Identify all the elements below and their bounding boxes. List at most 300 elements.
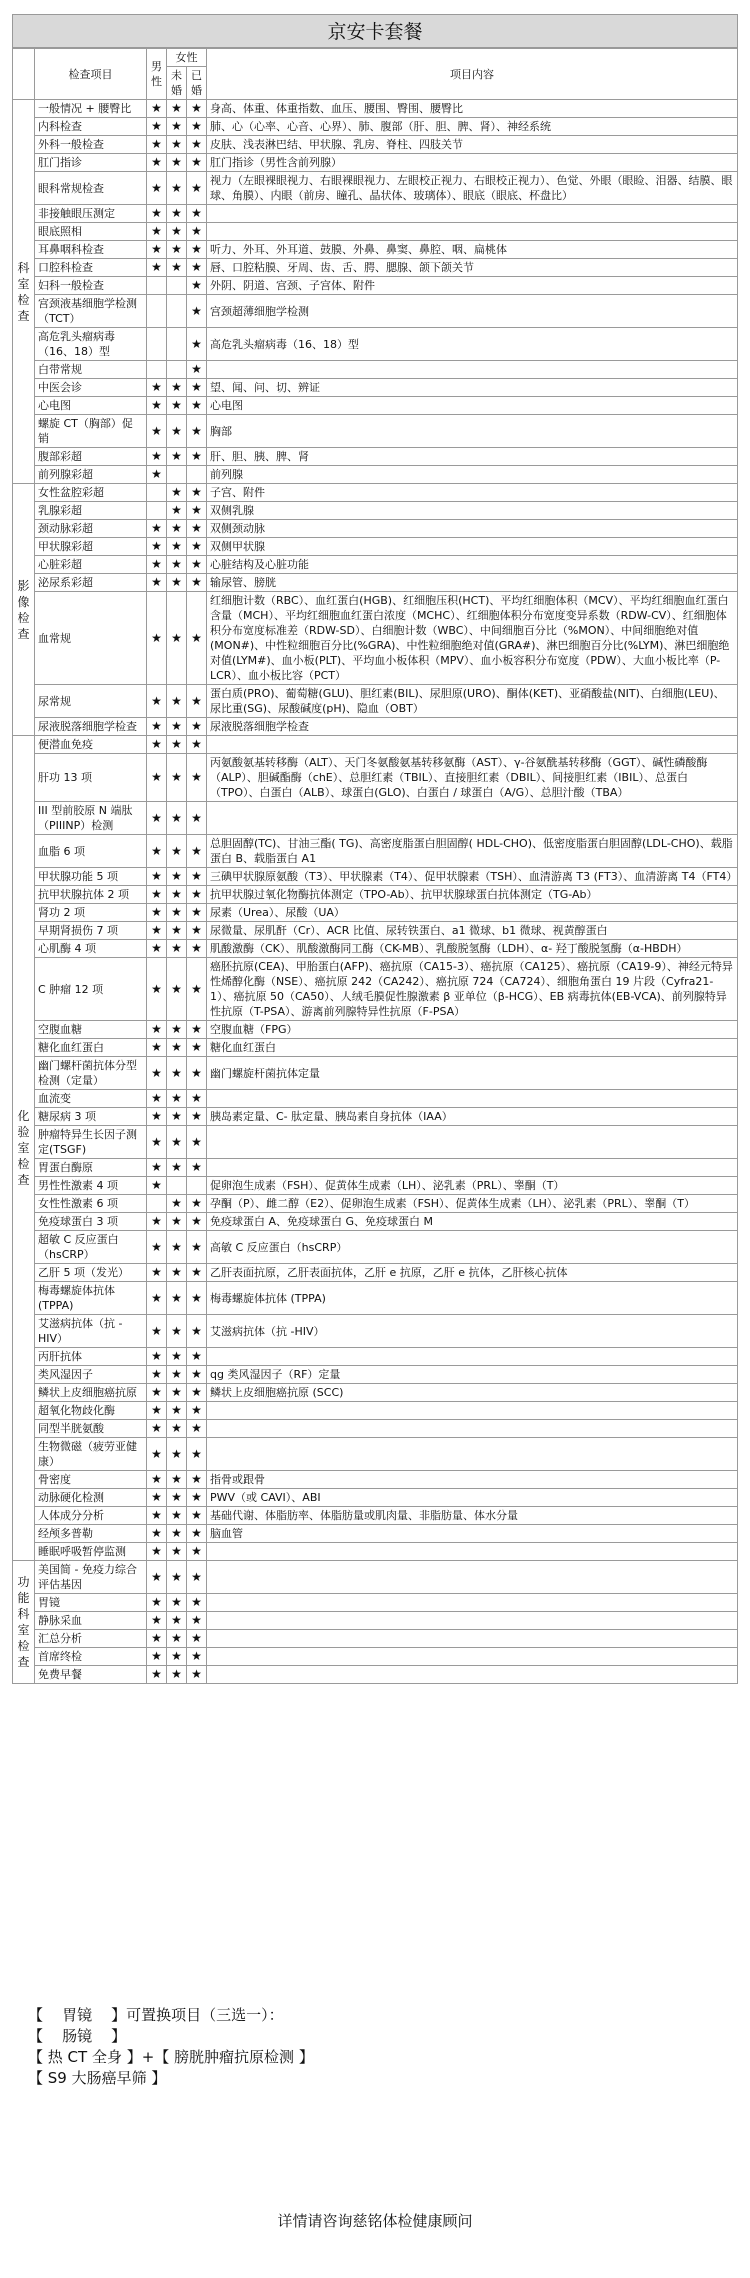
- star-icon: ★: [167, 502, 187, 520]
- table-row: [13, 886, 738, 904]
- star-icon: ★: [167, 574, 187, 592]
- star-icon: ★: [187, 172, 207, 205]
- star-icon: ★: [187, 685, 207, 718]
- item-content: [207, 1666, 738, 1684]
- item-content: 心脏结构及心脏功能: [207, 556, 738, 574]
- star-icon: ★: [187, 118, 207, 136]
- item-name: C 肿瘤 12 项: [35, 958, 147, 1021]
- item-name: 尿常规: [35, 685, 147, 718]
- item-name: 超敏 C 反应蛋白（hsCRP）: [35, 1231, 147, 1264]
- item-name: 外科一般检查: [35, 136, 147, 154]
- star-icon: ★: [147, 685, 167, 718]
- star-icon: ★: [187, 1348, 207, 1366]
- star-icon: ★: [187, 328, 207, 361]
- table-row: [13, 277, 738, 295]
- item-content: 听力、外耳、外耳道、鼓膜、外鼻、鼻窦、鼻腔、咽、扁桃体: [207, 241, 738, 259]
- star-icon: ★: [147, 397, 167, 415]
- item-name: 女性性激素 6 项: [35, 1195, 147, 1213]
- star-icon: ★: [187, 1213, 207, 1231]
- star-icon: ★: [187, 802, 207, 835]
- item-content: 视力（左眼裸眼视力、右眼裸眼视力、左眼校正视力、右眼校正视力）、色觉、外眼（眼睑、泪器、结膜、眼球、角膜）、内眼（前房、瞳孔、晶状体、玻璃体）、眼底（眼底、杯盘比）: [207, 172, 738, 205]
- star-icon: ★: [147, 448, 167, 466]
- item-content: 身高、体重、体重指数、血压、腰围、臀围、腰臀比: [207, 100, 738, 118]
- star-icon: [147, 295, 167, 328]
- table-row: [13, 415, 738, 448]
- star-icon: ★: [187, 1126, 207, 1159]
- star-icon: ★: [167, 592, 187, 685]
- table-row: [13, 259, 738, 277]
- married-header: 已婚: [187, 67, 207, 100]
- star-icon: ★: [187, 1402, 207, 1420]
- star-icon: ★: [167, 1213, 187, 1231]
- item-content: 望、闻、问、切、辨证: [207, 379, 738, 397]
- star-icon: ★: [167, 1021, 187, 1039]
- note-line: 【 肠镜 】: [28, 2027, 127, 2045]
- star-icon: ★: [167, 835, 187, 868]
- star-icon: ★: [147, 922, 167, 940]
- star-icon: ★: [187, 592, 207, 685]
- star-icon: [147, 1195, 167, 1213]
- item-content: 鳞状上皮细胞癌抗原 (SCC): [207, 1384, 738, 1402]
- star-icon: ★: [147, 1090, 167, 1108]
- table-row: [13, 1021, 738, 1039]
- star-icon: ★: [187, 922, 207, 940]
- item-content: 尿液脱落细胞学检查: [207, 718, 738, 736]
- star-icon: ★: [187, 1039, 207, 1057]
- item-content: [207, 205, 738, 223]
- star-icon: ★: [167, 904, 187, 922]
- star-icon: ★: [167, 958, 187, 1021]
- item-name: 艾滋病抗体（抗 -HIV）: [35, 1315, 147, 1348]
- star-icon: ★: [147, 940, 167, 958]
- item-content: [207, 361, 738, 379]
- table-row: [13, 1039, 738, 1057]
- star-icon: ★: [187, 958, 207, 1021]
- star-icon: ★: [187, 379, 207, 397]
- item-name: 经颅多普勒: [35, 1525, 147, 1543]
- table-row: [13, 205, 738, 223]
- star-icon: ★: [147, 415, 167, 448]
- table-row: [13, 1648, 738, 1666]
- star-icon: ★: [167, 556, 187, 574]
- item-name: 骨密度: [35, 1471, 147, 1489]
- star-icon: ★: [147, 1177, 167, 1195]
- table-row: [13, 484, 738, 502]
- star-icon: ★: [167, 259, 187, 277]
- star-icon: ★: [147, 802, 167, 835]
- item-name: 同型半胱氨酸: [35, 1420, 147, 1438]
- star-icon: ★: [187, 1366, 207, 1384]
- item-name: 抗甲状腺抗体 2 项: [35, 886, 147, 904]
- star-icon: [147, 277, 167, 295]
- table-row: [13, 1594, 738, 1612]
- star-icon: ★: [167, 154, 187, 172]
- category-cell: 影像检查: [13, 484, 35, 736]
- star-icon: ★: [187, 868, 207, 886]
- table-row: [13, 118, 738, 136]
- male-header: 男性: [147, 49, 167, 100]
- category-cell: 化验室检查: [13, 736, 35, 1561]
- star-icon: [167, 328, 187, 361]
- item-name: 梅毒螺旋体抗体(TPPA): [35, 1282, 147, 1315]
- star-icon: ★: [147, 223, 167, 241]
- star-icon: ★: [147, 718, 167, 736]
- table-row: [13, 1384, 738, 1402]
- table-row: [13, 904, 738, 922]
- item-content: 三碘甲状腺原氨酸（T3）、甲状腺素（T4）、促甲状腺素（TSH）、血清游离 T3 (FT3）、血清游离 T4（FT4）: [207, 868, 738, 886]
- star-icon: ★: [187, 1231, 207, 1264]
- item-name: 幽门螺杆菌抗体分型检测（定量）: [35, 1057, 147, 1090]
- star-icon: ★: [167, 1471, 187, 1489]
- table-row: [13, 685, 738, 718]
- star-icon: ★: [167, 1507, 187, 1525]
- star-icon: ★: [187, 223, 207, 241]
- table-row: [13, 397, 738, 415]
- star-icon: ★: [147, 1021, 167, 1039]
- item-content: [207, 1594, 738, 1612]
- star-icon: [167, 361, 187, 379]
- item-content: 免疫球蛋白 A、免疫球蛋白 G、免疫球蛋白 M: [207, 1213, 738, 1231]
- table-body: [13, 100, 738, 1684]
- item-content: 肺、心（心率、心音、心界）、肺、腹部（肝、胆、脾、肾）、神经系统: [207, 118, 738, 136]
- item-name: 前列腺彩超: [35, 466, 147, 484]
- star-icon: ★: [167, 1402, 187, 1420]
- item-name: 甲状腺功能 5 项: [35, 868, 147, 886]
- star-icon: ★: [147, 1231, 167, 1264]
- star-icon: [147, 502, 167, 520]
- item-name: 动脉硬化检测: [35, 1489, 147, 1507]
- star-icon: ★: [187, 1594, 207, 1612]
- star-icon: ★: [167, 136, 187, 154]
- star-icon: ★: [167, 448, 187, 466]
- star-icon: ★: [167, 1543, 187, 1561]
- star-icon: [167, 295, 187, 328]
- item-name: 非接触眼压测定: [35, 205, 147, 223]
- item-header: 检查项目: [35, 49, 147, 100]
- table-row: [13, 1402, 738, 1420]
- table-row: [13, 1108, 738, 1126]
- star-icon: ★: [167, 1561, 187, 1594]
- table-row: [13, 1471, 738, 1489]
- table-row: [13, 100, 738, 118]
- table-row: [13, 1159, 738, 1177]
- item-name: 高危乳头瘤病毒（16、18）型: [35, 328, 147, 361]
- star-icon: ★: [187, 538, 207, 556]
- star-icon: ★: [147, 1108, 167, 1126]
- table-row: [13, 736, 738, 754]
- item-content: 外阴、阴道、宫颈、子宫体、附件: [207, 277, 738, 295]
- item-name: 血脂 6 项: [35, 835, 147, 868]
- star-icon: ★: [167, 718, 187, 736]
- item-name: 类风湿因子: [35, 1366, 147, 1384]
- star-icon: ★: [187, 100, 207, 118]
- star-icon: ★: [147, 904, 167, 922]
- star-icon: ★: [167, 1438, 187, 1471]
- star-icon: ★: [187, 502, 207, 520]
- star-icon: ★: [187, 1195, 207, 1213]
- table-row: [13, 172, 738, 205]
- star-icon: ★: [187, 1612, 207, 1630]
- star-icon: ★: [167, 868, 187, 886]
- table-row: [13, 361, 738, 379]
- star-icon: ★: [147, 1594, 167, 1612]
- star-icon: ★: [167, 1348, 187, 1366]
- star-icon: ★: [147, 1213, 167, 1231]
- star-icon: ★: [187, 1021, 207, 1039]
- star-icon: ★: [147, 241, 167, 259]
- star-icon: ★: [147, 1420, 167, 1438]
- category-cell: 功能科室检查: [13, 1561, 35, 1684]
- item-name: 中医会诊: [35, 379, 147, 397]
- star-icon: ★: [147, 868, 167, 886]
- star-icon: ★: [167, 1108, 187, 1126]
- table-row: [13, 1177, 738, 1195]
- table-row: [13, 592, 738, 685]
- item-name: 眼底照相: [35, 223, 147, 241]
- star-icon: ★: [187, 1630, 207, 1648]
- item-name: 早期肾损伤 7 项: [35, 922, 147, 940]
- item-name: 肾功 2 项: [35, 904, 147, 922]
- star-icon: ★: [147, 1438, 167, 1471]
- table-row: [13, 1282, 738, 1315]
- item-content: 宫颈超薄细胞学检测: [207, 295, 738, 328]
- item-content: 梅毒螺旋体抗体 (TPPA): [207, 1282, 738, 1315]
- star-icon: ★: [187, 397, 207, 415]
- item-name: 耳鼻咽科检查: [35, 241, 147, 259]
- table-row: [13, 328, 738, 361]
- star-icon: ★: [147, 1159, 167, 1177]
- star-icon: ★: [187, 1489, 207, 1507]
- table-row: [13, 958, 738, 1021]
- item-content: 心电图: [207, 397, 738, 415]
- table-row: [13, 1438, 738, 1471]
- star-icon: ★: [187, 1507, 207, 1525]
- item-name: 眼科常规检查: [35, 172, 147, 205]
- item-name: 血常规: [35, 592, 147, 685]
- table-row: [13, 538, 738, 556]
- star-icon: ★: [167, 1159, 187, 1177]
- star-icon: ★: [187, 241, 207, 259]
- star-icon: ★: [167, 1126, 187, 1159]
- star-icon: ★: [167, 241, 187, 259]
- table-row: [13, 1666, 738, 1684]
- table-row: [13, 379, 738, 397]
- star-icon: [147, 328, 167, 361]
- star-icon: ★: [147, 1264, 167, 1282]
- star-icon: ★: [167, 538, 187, 556]
- star-icon: ★: [187, 1315, 207, 1348]
- item-content: [207, 1630, 738, 1648]
- table-row: [13, 1195, 738, 1213]
- star-icon: ★: [167, 1366, 187, 1384]
- star-icon: ★: [167, 1282, 187, 1315]
- star-icon: ★: [167, 205, 187, 223]
- item-content: PWV（或 CAVI）、ABI: [207, 1489, 738, 1507]
- item-name: 内科检查: [35, 118, 147, 136]
- item-content: [207, 1612, 738, 1630]
- item-content: [207, 1090, 738, 1108]
- item-name: 免疫球蛋白 3 项: [35, 1213, 147, 1231]
- table-row: [13, 1315, 738, 1348]
- table-row: [13, 154, 738, 172]
- item-content: 肝、胆、胰、脾、肾: [207, 448, 738, 466]
- star-icon: ★: [187, 520, 207, 538]
- star-icon: ★: [167, 1612, 187, 1630]
- item-content: 总胆固醇(TC)、甘油三酯( TG)、高密度脂蛋白胆固醇( HDL-CHO)、低密度脂蛋白胆固醇(LDL-CHO)、载脂蛋白 B、载脂蛋白 A1: [207, 835, 738, 868]
- item-content: 抗甲状腺过氧化物酶抗体测定（TPO-Ab）、抗甲状腺球蛋白抗体测定（TG-Ab）: [207, 886, 738, 904]
- star-icon: ★: [167, 1594, 187, 1612]
- item-name: III 型前胶原 N 端肽（PIIINP）检测: [35, 802, 147, 835]
- item-content: 子宫、附件: [207, 484, 738, 502]
- item-content: [207, 1402, 738, 1420]
- star-icon: ★: [187, 136, 207, 154]
- star-icon: ★: [187, 1282, 207, 1315]
- star-icon: ★: [147, 592, 167, 685]
- note-line: 【 热 CT 全身 】+【 膀胱肿瘤抗原检测 】: [28, 2048, 314, 2066]
- item-content: 双侧甲状腺: [207, 538, 738, 556]
- star-icon: ★: [187, 718, 207, 736]
- star-icon: ★: [187, 1525, 207, 1543]
- star-icon: ★: [167, 1315, 187, 1348]
- star-icon: ★: [147, 136, 167, 154]
- item-content: [207, 736, 738, 754]
- note-line: 【 S9 大肠癌早筛 】: [28, 2069, 167, 2087]
- table-row: [13, 868, 738, 886]
- item-name: 妇科一般检查: [35, 277, 147, 295]
- item-name: 便潜血免疫: [35, 736, 147, 754]
- star-icon: ★: [167, 1195, 187, 1213]
- table-row: [13, 520, 738, 538]
- item-content: 蛋白质(PRO)、葡萄糖(GLU)、胆红素(BIL)、尿胆原(URO)、酮体(KET)、亚硝酸盐(NIT)、白细胞(LEU)、尿比重(SG)、尿酸碱度(pH)、隐血（OBT）: [207, 685, 738, 718]
- item-content: 癌胚抗原(CEA)、甲胎蛋白(AFP)、癌抗原（CA15-3）、癌抗原（CA125）、癌抗原（CA19-9）、神经元特异性烯醇化酶（NSE）、癌抗原 242（CA242）、癌抗原 724（CA724）、细胞角蛋白 19 片段（Cyfra21-1）、癌抗原 50（CA50）、人绒毛膜促性腺激素 β 亚单位（β-HCG）、EB 病毒抗体(EB-VCA)、前列腺特异性抗原（T-PSA）、游离前列腺特异性抗原（F-PSA）: [207, 958, 738, 1021]
- item-name: 螺旋 CT（胸部）促销: [35, 415, 147, 448]
- table-row: [13, 1090, 738, 1108]
- item-content: 乙肝表面抗原，乙肝表面抗体，乙肝 e 抗原，乙肝 e 抗体，乙肝核心抗体: [207, 1264, 738, 1282]
- star-icon: ★: [167, 802, 187, 835]
- star-icon: ★: [167, 1090, 187, 1108]
- table-row: [13, 241, 738, 259]
- table-row: [13, 448, 738, 466]
- star-icon: ★: [147, 520, 167, 538]
- star-icon: [167, 1177, 187, 1195]
- item-content: 糖化血红蛋白: [207, 1039, 738, 1057]
- table-row: [13, 940, 738, 958]
- item-name: 美国简 - 免疫力综合评估基因: [35, 1561, 147, 1594]
- star-icon: ★: [187, 886, 207, 904]
- item-name: 颈动脉彩超: [35, 520, 147, 538]
- item-name: 血流变: [35, 1090, 147, 1108]
- package-title: 京安卡套餐: [12, 14, 738, 48]
- table-row: [13, 1213, 738, 1231]
- item-name: 空腹血糖: [35, 1021, 147, 1039]
- item-content: 肛门指诊（男性含前列腺）: [207, 154, 738, 172]
- star-icon: ★: [147, 1039, 167, 1057]
- item-name: 泌尿系彩超: [35, 574, 147, 592]
- item-name: 女性盆腔彩超: [35, 484, 147, 502]
- item-content: 促卵泡生成素（FSH）、促黄体生成素（LH）、泌乳素（PRL）、睾酮（T）: [207, 1177, 738, 1195]
- table-row: [13, 223, 738, 241]
- star-icon: ★: [167, 172, 187, 205]
- item-content: qg 类风湿因子（RF）定量: [207, 1366, 738, 1384]
- table-row: [13, 1126, 738, 1159]
- star-icon: ★: [167, 397, 187, 415]
- star-icon: ★: [147, 1348, 167, 1366]
- star-icon: ★: [167, 520, 187, 538]
- table-row: [13, 1057, 738, 1090]
- item-content: 尿素（Urea）、尿酸（UA）: [207, 904, 738, 922]
- star-icon: ★: [167, 1489, 187, 1507]
- item-name: 口腔科检查: [35, 259, 147, 277]
- table-row: [13, 1612, 738, 1630]
- star-icon: [167, 277, 187, 295]
- item-name: 男性性激素 4 项: [35, 1177, 147, 1195]
- content-header: 项目内容: [207, 49, 738, 100]
- item-content: [207, 802, 738, 835]
- item-name: 尿液脱落细胞学检查: [35, 718, 147, 736]
- star-icon: ★: [147, 1384, 167, 1402]
- item-content: 高危乳头瘤病毒（16、18）型: [207, 328, 738, 361]
- item-content: [207, 1543, 738, 1561]
- table-row: [13, 1348, 738, 1366]
- item-name: 汇总分析: [35, 1630, 147, 1648]
- item-content: 艾滋病抗体（抗 -HIV）: [207, 1315, 738, 1348]
- star-icon: ★: [147, 1315, 167, 1348]
- header-row: [13, 49, 738, 67]
- item-content: 肌酸激酶（CK）、肌酸激酶同工酶（CK-MB）、乳酸脱氢酶（LDH）、α- 羟丁酸脱氢酶（α-HBDH）: [207, 940, 738, 958]
- item-content: 前列腺: [207, 466, 738, 484]
- star-icon: ★: [187, 1264, 207, 1282]
- star-icon: ★: [147, 205, 167, 223]
- table-row: [13, 574, 738, 592]
- star-icon: ★: [187, 361, 207, 379]
- item-name: 乳腺彩超: [35, 502, 147, 520]
- star-icon: ★: [167, 1648, 187, 1666]
- table-row: [13, 466, 738, 484]
- notes-block: [28, 2005, 314, 2089]
- item-name: 睡眠呼吸暂停监测: [35, 1543, 147, 1561]
- table-row: [13, 556, 738, 574]
- star-icon: ★: [167, 484, 187, 502]
- item-content: 唇、口腔粘膜、牙周、齿、舌、腭、腮腺、颌下颌关节: [207, 259, 738, 277]
- star-icon: ★: [147, 1648, 167, 1666]
- star-icon: ★: [147, 1507, 167, 1525]
- star-icon: ★: [147, 1612, 167, 1630]
- item-name: 糖化血红蛋白: [35, 1039, 147, 1057]
- item-content: 胰岛素定量、C- 肽定量、胰岛素自身抗体（IAA）: [207, 1108, 738, 1126]
- star-icon: ★: [187, 754, 207, 802]
- star-icon: ★: [147, 1471, 167, 1489]
- star-icon: [167, 466, 187, 484]
- footer-text: 详情请咨询慈铭体检健康顾问: [277, 2212, 473, 2230]
- star-icon: ★: [187, 1471, 207, 1489]
- item-name: 生物微磁（疲劳亚健康）: [35, 1438, 147, 1471]
- star-icon: ★: [187, 277, 207, 295]
- star-icon: ★: [147, 574, 167, 592]
- star-icon: ★: [167, 415, 187, 448]
- items-table: [12, 48, 738, 1684]
- item-name: 宫颈液基细胞学检测（TCT）: [35, 295, 147, 328]
- star-icon: [187, 1177, 207, 1195]
- star-icon: ★: [187, 835, 207, 868]
- item-content: [207, 223, 738, 241]
- item-name: 白带常规: [35, 361, 147, 379]
- item-name: 超氧化物歧化酶: [35, 1402, 147, 1420]
- star-icon: ★: [187, 415, 207, 448]
- item-name: 肛门指诊: [35, 154, 147, 172]
- item-name: 心电图: [35, 397, 147, 415]
- table-row: [13, 1489, 738, 1507]
- star-icon: ★: [187, 1159, 207, 1177]
